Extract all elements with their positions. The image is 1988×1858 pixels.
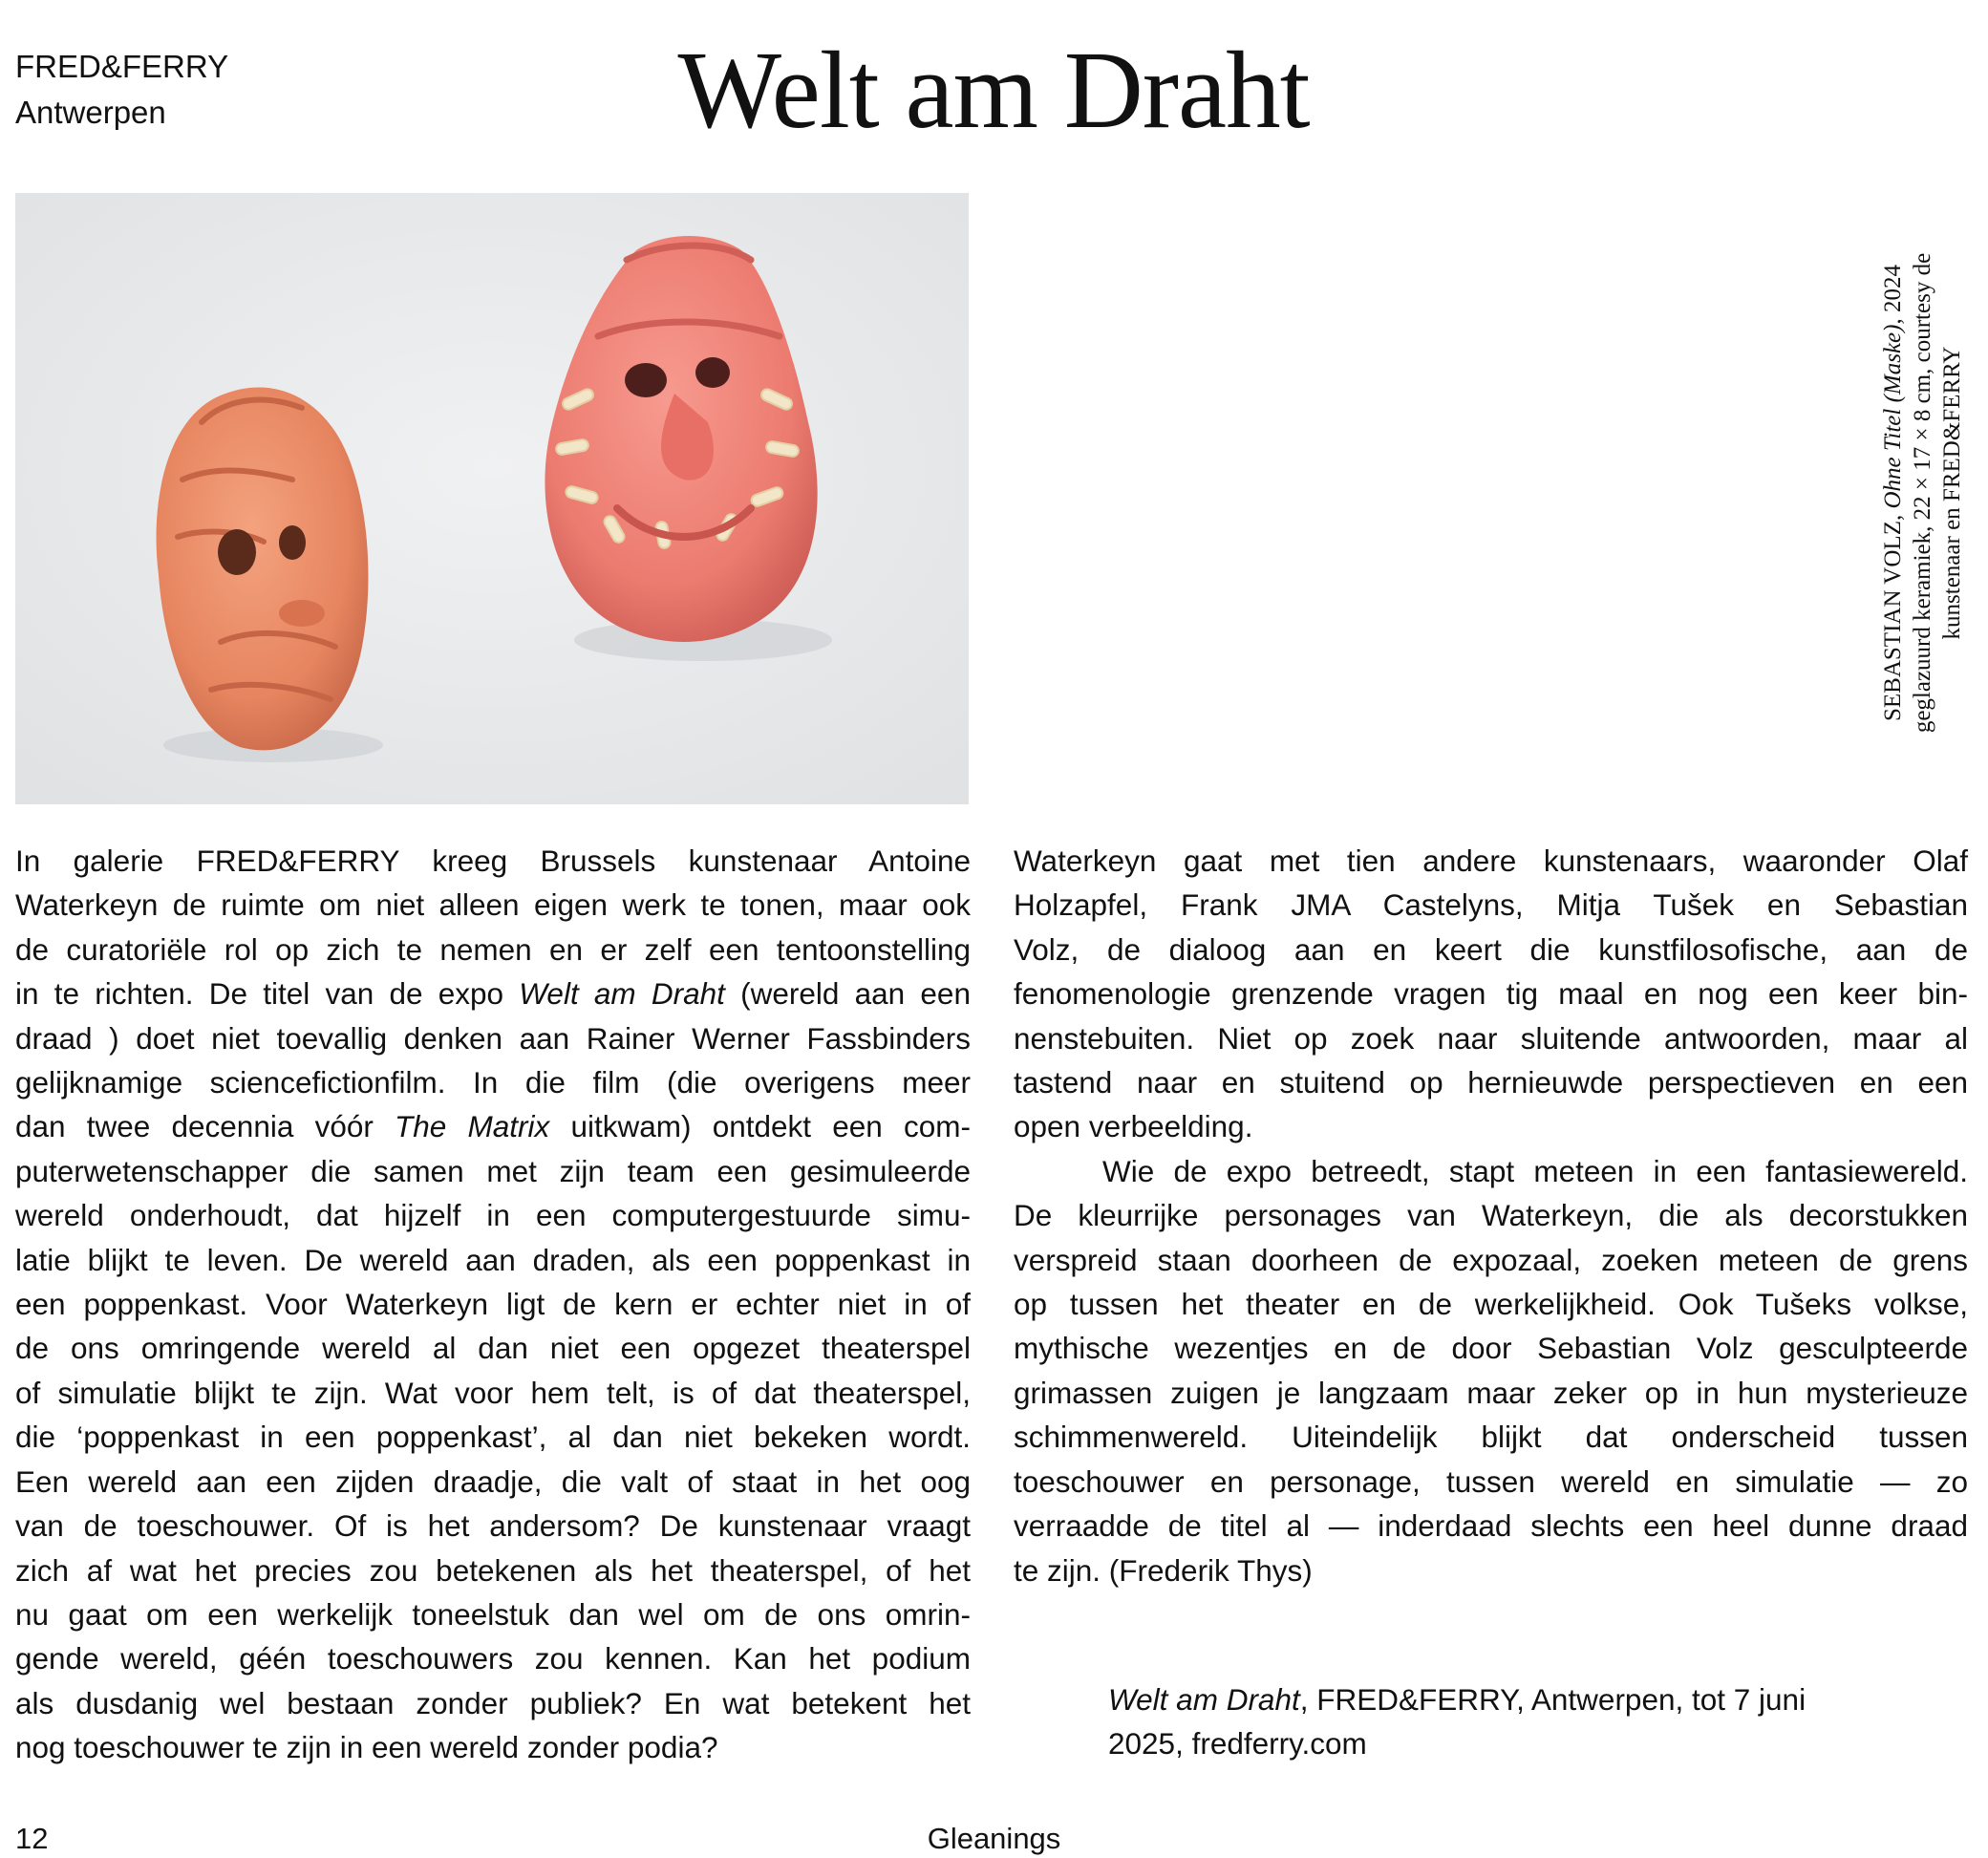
- expo-title-italic: Welt am Draht: [519, 976, 725, 1012]
- venue-block: [15, 44, 228, 136]
- text-line: Waterkeyn gaat met tien andere kunstenaars, waaronder Olaf: [1014, 844, 1968, 878]
- text-line: van de toeschouwer. Of is het andersom? De kunstenaar vraagt: [15, 1508, 971, 1544]
- text-line: verspreid staan doorheen de expozaal, zoeken meteen de grens: [1014, 1242, 1968, 1277]
- info-details: , FRED&FERRY, Antwerpen, tot 7 juni: [1299, 1682, 1806, 1717]
- text-line: grimassen zuigen je langzaam maar zeker op in hun mysterieuze: [1014, 1375, 1968, 1410]
- gallery-name: FRED&FERRY: [15, 49, 229, 84]
- text-line: Waterkeyn de ruimte om niet alleen eigen werk te tonen, maar ook: [15, 887, 971, 923]
- text-segment: (wereld aan een: [724, 976, 971, 1012]
- text-line: of simulatie blijkt te zijn. Wat voor hem telt, is of dat theaterspel,: [15, 1375, 971, 1410]
- text-line: te zijn. (Frederik Thys): [1014, 1552, 1313, 1588]
- info-line-2: 2025, fredferry.com: [1108, 1726, 1367, 1762]
- info-title-italic: Welt am Draht: [1108, 1682, 1300, 1717]
- text-line: nog toeschouwer te zijn in een wereld zonder podia?: [15, 1730, 718, 1765]
- caption-work-title: Ohne Titel (Maske): [1880, 324, 1906, 509]
- exhibition-info: [1108, 1677, 1892, 1766]
- text-line: een poppenkast. Voor Waterkeyn ligt de kern er echter niet in of: [15, 1287, 971, 1322]
- text-line: als dusdanig wel bestaan zonder publiek? En wat betekent het: [15, 1685, 971, 1720]
- text-line: de ons omringende wereld al dan niet een opgezet theaterspel: [15, 1331, 971, 1366]
- text-line: op tussen het theater en de werkelijkheid. Ook Tušeks volkse,: [1014, 1287, 1968, 1322]
- text-segment: uitkwam) ontdekt een com-: [549, 1109, 971, 1144]
- text-line: gelijknamige sciencefictionfilm. In die film (die overigens meer: [15, 1065, 971, 1100]
- text-line: De kleurrijke personages van Waterkeyn, die als decorstukken: [1014, 1198, 1968, 1233]
- text-line: de curatoriële rol op zich te nemen en er zelf een tentoonstelling: [15, 931, 971, 967]
- text-line: [15, 972, 971, 1015]
- publication-name: Gleanings: [927, 1822, 1061, 1855]
- caption-line-1: [1878, 187, 1908, 799]
- caption-year: , 2024: [1880, 265, 1906, 325]
- info-line-1: [1108, 1677, 1892, 1721]
- text-line: tastend naar en stuitend op hernieuwde perspectieven en een: [1014, 1065, 1968, 1100]
- city-name: Antwerpen: [15, 95, 166, 130]
- text-line: nu gaat om een werkelijk toneelstuk dan wel om de ons omrin-: [15, 1596, 971, 1632]
- text-segment: dan twee decennia vóór: [15, 1109, 395, 1144]
- text-line: zich af wat het precies zou betekenen als het theaterspel, of het: [15, 1552, 971, 1588]
- text-line: draad ) doet niet toevallig denken aan Rainer Werner Fassbinders: [15, 1020, 971, 1056]
- text-line: wereld onderhoudt, dat hijzelf in een computergestuurde simu-: [15, 1198, 971, 1233]
- text-line: latie blijkt te leven. De wereld aan draden, als een poppenkast in: [15, 1242, 971, 1277]
- photo-caption: [1878, 187, 1967, 799]
- artwork-photo: [15, 193, 969, 804]
- text-line: toeschouwer en personage, tussen wereld en simulatie — zo: [1014, 1463, 1968, 1499]
- text-line: schimmenwereld. Uiteindelijk blijkt dat onderscheid tussen: [1014, 1420, 1968, 1455]
- text-line: In galerie FRED&FERRY kreeg Brussels kunstenaar Antoine: [15, 844, 971, 878]
- text-line: puterwetenschapper die samen met zijn team een gesimuleerde: [15, 1153, 971, 1188]
- article-title: Welt am Draht: [677, 30, 1310, 151]
- article-column-left: [15, 839, 971, 1770]
- text-line: open verbeelding.: [1014, 1109, 1253, 1144]
- caption-artist: SEBASTIAN VOLZ,: [1880, 508, 1906, 721]
- text-line: Wie de expo betreedt, stapt meteen in een fantasiewereld.: [1102, 1153, 1968, 1188]
- text-line: [15, 1104, 971, 1148]
- article-column-right: [1014, 839, 1968, 1592]
- caption-line-2: geglazuurd keramiek, 22 × 17 × 8 cm, courtesy de: [1910, 252, 1935, 734]
- caption-line-3: kunstenaar en FRED&FERRY: [1939, 346, 1965, 640]
- text-line: nenstebuiten. Niet op zoek naar sluitende antwoorden, maar al: [1014, 1020, 1968, 1056]
- text-line: Volz, de dialoog aan en keert die kunstfilosofische, aan de: [1014, 931, 1968, 967]
- film-title-italic: The Matrix: [395, 1109, 550, 1144]
- page-number: 12: [15, 1822, 49, 1855]
- text-segment: in te richten. De titel van de expo: [15, 976, 520, 1012]
- text-line: gende wereld, géén toeschouwers zou kennen. Kan het podium: [15, 1641, 971, 1676]
- text-line: verraadde de titel al — inderdaad slechts een heel dunne draad: [1014, 1508, 1968, 1544]
- text-line: die ‘poppenkast in een poppenkast’, al dan niet bekeken wordt.: [15, 1420, 971, 1455]
- text-line: mythische wezentjes en de door Sebastian Volz gesculpteerde: [1014, 1331, 1968, 1366]
- text-line: fenomenologie grenzende vragen tig maal en nog een keer bin-: [1014, 976, 1968, 1012]
- text-line: Holzapfel, Frank JMA Castelyns, Mitja Tušek en Sebastian: [1014, 887, 1968, 923]
- text-line: Een wereld aan een zijden draadje, die valt of staat in het oog: [15, 1463, 971, 1499]
